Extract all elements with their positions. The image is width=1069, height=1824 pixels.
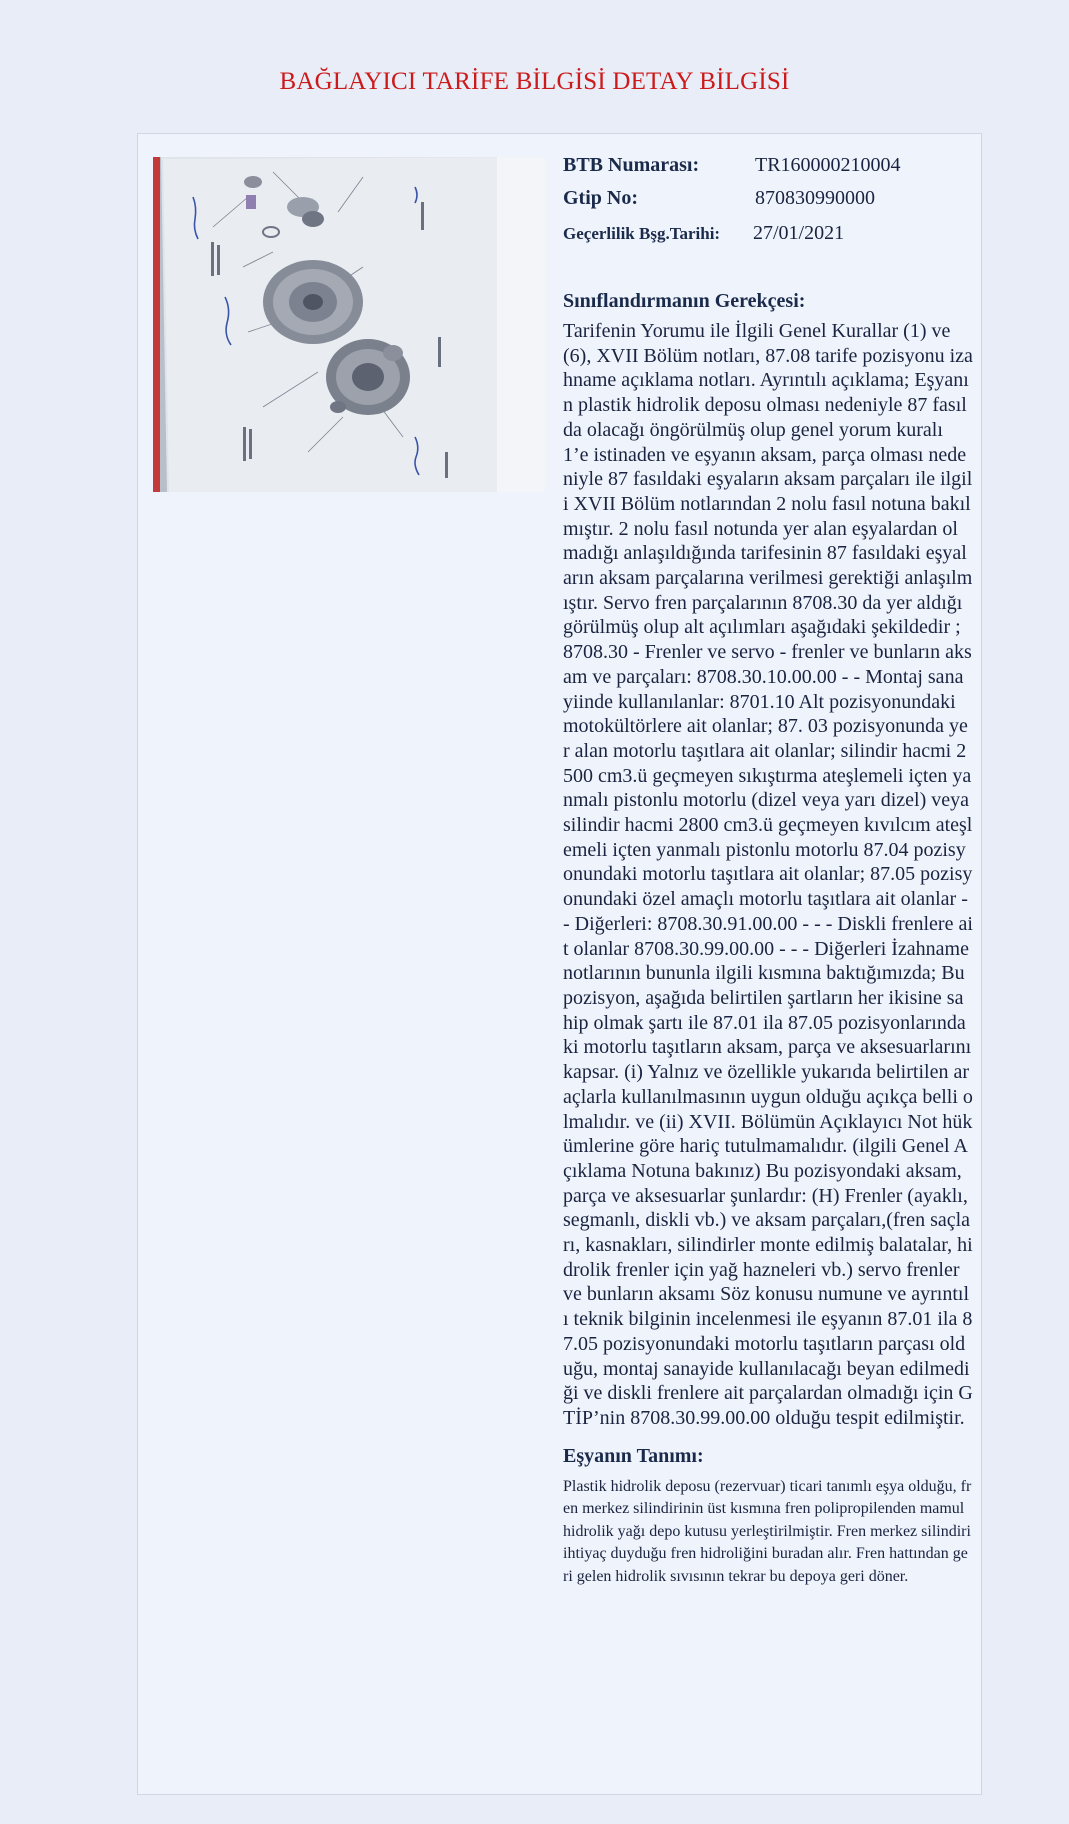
validity-label: Geçerlilik Bşg.Tarihi: (563, 224, 721, 243)
goods-description-text: Plastik hidrolik deposu (rezervuar) ticari tanımlı eşya olduğu, fren merkez silindirinin üst kısmına fren polipropilenden mamul hidrolik yağı depo kutusu yerleştirilmiştir. Fren merkez silindiri ihtiyaç duyduğu fren hidroliğini buradan alır. Fren hattından geri gelen hidrolik sıvısının tekrar bu depoya geri döner. (563, 1477, 972, 1585)
page-title: BAĞLAYICI TARİFE BİLGİSİ DETAY BİLGİSİ (279, 68, 790, 95)
justification-heading: Sınıflandırmanın Gerekçesi: (563, 290, 806, 312)
product-photo (153, 157, 545, 492)
btb-label: BTB Numarası: (563, 154, 700, 176)
validity-value: 27/01/2021 (753, 222, 845, 244)
goods-description-heading: Eşyanın Tanımı: (563, 1444, 704, 1467)
gtip-value: 870830990000 (755, 187, 875, 209)
btb-row (563, 154, 973, 187)
btb-value: TR160000210004 (755, 154, 901, 176)
justification-text: Tarifenin Yorumu ile İlgili Genel Kurallar (1) ve (6), XVII Bölüm notları, 87.08 tarife pozisyonu izahname açıklama notları. Ayrıntılı açıklama; Eşyanın plastik hidrolik deposu olması nedeniyle 87 fasılda olacağı öngörülmüş olup genel yorum kuralı 1’e istinaden ve eşyanın aksam, parça olması nedeniyle 87 fasıldaki eşyaların aksam parçaları ile ilgili XVII Bölüm notlarından 2 nolu fasıl notuna bakılmıştır. 2 nolu fasıl notunda yer alan eşyalardan olmadığı anlaşıldığında tarifesinin 87 fasıldaki eşyaların aksam parçalarına verilmesi gerektiği anlaşılmıştır. Servo fren parçalarının 8708.30 da yer aldığı görülmüş olup alt açılımları aşağıdaki şekildedir ; 8708.30 - Frenler ve servo - frenler ve bunların aksam ve parçaları: 8708.30.10.00.00 - - Montaj sanayiinde kullanılanlar: 8701.10 Alt pozisyonundaki motokültörlere ait olanlar; 87. 03 pozisyonunda yer alan motorlu taşıtlara ait olanlar; silindir hacmi 2500 cm3.ü geçmeyen sıkıştırma ateşlemeli içten yanmalı pistonlu motorlu (dizel veya yarı dizel) veya silindir hacmi 2800 cm3.ü geçmeyen kıvılcım ateşlemeli içten yanmalı pistonlu motorlu 87.04 pozisyonundaki motorlu taşıtlara ait olanlar; 87.05 pozisyonundaki özel amaçlı motorlu taşıtlara ait olanlar - - Diğerleri: 8708.30.91.00.00 - - - Diskli frenlere ait olanlar 8708.30.99.00.00 - - - Diğerleri İzahname notlarının bununla ilgili kısmına baktığımızda; Bu pozisyon, aşağıda belirtilen şartların her ikisine sahip olmak şartı ile 87.01 ila 87.05 pozisyonlarındaki motorlu taşıtların aksam, parça ve aksesuarlarını kapsar. (i) Yalnız ve özellikle yukarıda belirtilen araçlarla kullanılmasının uygun olduğu açıkça belli olmalıdır. ve (ii) XVII. Bölümün Açıklayıcı Not hükümlerine göre hariç tutulmamalıdır. (ilgili Genel Açıklama Notuna bakınız) Bu pozisyondaki aksam, parça ve aksesuarlar şunlardır: (H) Frenler (ayaklı, segmanlı, diskli vb.) ve aksam parçaları,(fren saçları, kasnakları, silindirler monte edilmiş balatalar, hidrolik frenler için yağ hazneleri vb.) servo frenler ve bunların aksamı Söz konusu numune ve ayrıntılı teknik bilginin incelenmesi ile eşyanın 87.01 ila 87.05 pozisyonundaki motorlu taşıtların parçası olduğu, montaj sanayide kullanılacağı beyan edilmediği ve diskli frenlere ait parçalardan olmadığı için GTİP’nin 8708.30.99.00.00 olduğu tespit edilmiştir. (563, 320, 973, 1429)
gtip-row (563, 187, 973, 220)
info-panel (563, 154, 973, 1588)
gtip-label: Gtip No: (563, 187, 638, 209)
detail-card (137, 133, 982, 1795)
validity-row (563, 222, 973, 260)
